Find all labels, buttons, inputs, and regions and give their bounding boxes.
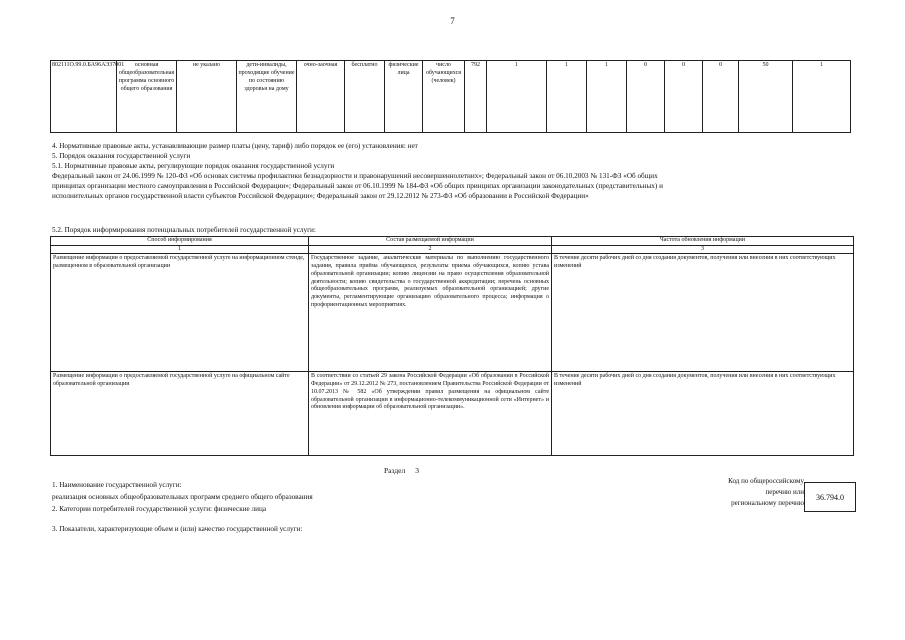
razdel-number: 3 bbox=[415, 466, 419, 475]
section-3-title: 3. Показатели, характеризующие объем и (или) качество государственной услуги: bbox=[52, 525, 303, 533]
cell-indicator: число обучающихся (человек) bbox=[423, 61, 465, 133]
row1-frequency: В течение десяти рабочих дней со дня создания документов, получения или внесения в них соответствующих изменений bbox=[552, 254, 854, 372]
laws-line-2: принципах организации местного самоуправления в Российской Федерации»; Федеральный закон от 06.10.1999 № 184-ФЗ «Об общих принципах организации законодательных (представительных) и bbox=[52, 182, 663, 190]
cell-value-5: 0 bbox=[665, 61, 703, 133]
cell-value-7: 50 bbox=[739, 61, 793, 133]
section-4-text: 4. Нормативные правовые акты, устанавливающие размер платы (цену, тариф) либо порядок ее (его) установления: нет bbox=[52, 142, 418, 150]
razdel-heading bbox=[384, 466, 419, 475]
cell-category: дети-инвалиды, проходящие обучение по состоянию здоровья на дому bbox=[237, 61, 297, 133]
razdel-3-block bbox=[52, 479, 313, 515]
header-frequency: Частота обновления информации bbox=[552, 237, 854, 246]
row1-content: Государственное задание, аналитические материалы по выполнению государственного задания, правила приёма обучающихся, результаты приема обучающихся, копию устава образовательной организации; копию лицензии на право осуществления образовательной деятельности; копию свидетельства о государственной аккредитации; перечень основных общеобразовательных программ, реализуемых образовательной организацией; другие документы, регламентирующие организацию образовательного процесса; информация о профориентационных мероприятиях. bbox=[309, 254, 552, 372]
page-number: 7 bbox=[450, 16, 455, 26]
laws-line-1: Федеральный закон от 24.06.1999 № 120-ФЗ «Об основах системы профилактики безнадзорности и правонарушений несовершеннолетних»; Федеральный закон от 06.10.2003 № 131-ФЗ «Об общих bbox=[52, 172, 658, 180]
code-label bbox=[690, 476, 804, 509]
cell-code: 802111О.99.0.БА96АЭ37001 bbox=[51, 61, 117, 133]
consumer-category: 2. Категории потребителей государственной услуги: физические лица bbox=[52, 505, 267, 513]
row1-method: Размещение информации о предоставляемой государственной услуге на информационном стенде, размещенном в образовательной организации bbox=[51, 254, 309, 372]
cell-form: очно-заочная bbox=[297, 61, 345, 133]
section-52-title: 5.2. Порядок информирования потенциальных потребителей государственной услуги: bbox=[52, 226, 316, 234]
informing-table bbox=[50, 236, 854, 456]
code-label-line-1: Код по общероссийскому bbox=[728, 477, 804, 485]
cell-value-3: 1 bbox=[587, 61, 627, 133]
cell-okei: 792 bbox=[465, 61, 487, 133]
header-content: Состав размещаемой информации bbox=[309, 237, 552, 246]
cell-value-2: 1 bbox=[547, 61, 587, 133]
header-method: Способ информирования bbox=[51, 237, 309, 246]
code-box: 36.794.0 bbox=[804, 482, 856, 512]
header-num-3: 3 bbox=[552, 245, 854, 254]
cell-value-4: 0 bbox=[627, 61, 665, 133]
cell-standard: не указано bbox=[177, 61, 237, 133]
section-4-5 bbox=[52, 141, 663, 201]
header-num-1: 1 bbox=[51, 245, 309, 254]
row2-frequency: В течение десяти рабочих дней со дня создания документов, получения или внесения в них соответствующих изменений bbox=[552, 372, 854, 456]
cell-consumers: физические лица bbox=[385, 61, 423, 133]
cell-program: основная общеобразовательная программа основного общего образования bbox=[117, 61, 177, 133]
header-num-2: 2 bbox=[309, 245, 552, 254]
cell-payment: бесплатно bbox=[345, 61, 385, 133]
cell-value-6: 0 bbox=[703, 61, 739, 133]
code-label-line-3: региональному перечню bbox=[731, 499, 804, 507]
cell-value-8: 1 bbox=[793, 61, 851, 133]
service-name-value: реализация основных общеобразовательных программ среднего общего образования bbox=[52, 493, 313, 501]
razdel-label: Раздел bbox=[384, 466, 406, 475]
section-5-title: 5. Порядок оказания государственной услуги bbox=[52, 152, 191, 160]
code-label-line-2: перечню или bbox=[765, 488, 804, 496]
cell-value-1: 1 bbox=[487, 61, 547, 133]
row2-content: В соответствии со статьей 29 закона Российской Федерации «Об образовании в Российской Федерации» от 29.12.2012 № 273, постановлением Правительства Российской Федерации от 10.07.2013 № 582 «Об утверждении правил размещения на официальном сайте образовательной организации в информационно-телекоммуникационной сети «Интернет» и обновления информации об образовательной организации». bbox=[309, 372, 552, 456]
row2-method: Размещение информации о предоставляемой государственной услуге на официальном сайте образовательной организации bbox=[51, 372, 309, 456]
service-name-label: 1. Наименование государственной услуги: bbox=[52, 481, 182, 489]
laws-line-3: исполнительных органов государственной власти субъектов Российской Федерации»; Федеральный закон от 29.12.2012 № 273-ФЗ «Об образовании в Российской Федерации» bbox=[52, 192, 589, 200]
indicators-table bbox=[50, 60, 851, 133]
section-51-title: 5.1. Нормативные правовые акты, регулирующие порядок оказания государственной услуги bbox=[52, 162, 335, 170]
